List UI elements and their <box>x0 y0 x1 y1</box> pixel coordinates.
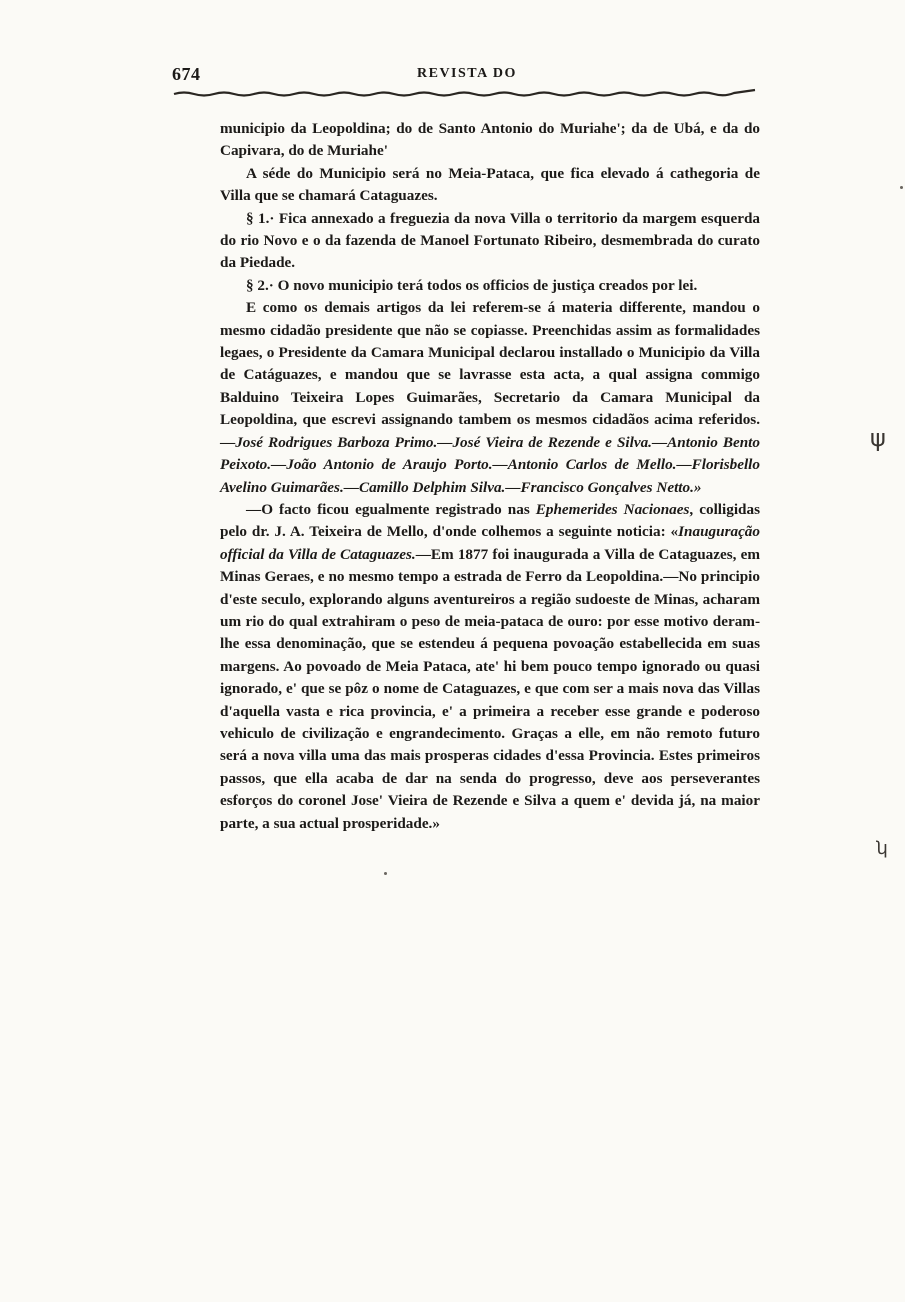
text-span: —O facto ficou egualmente registrado nas <box>246 500 536 518</box>
text-span: , colligidas pelo dr. J. A. Teixeira de Mello, d'onde colhemos a seguinte noticia: « <box>220 500 760 541</box>
minutes-text: E como os demais artigos da lei referem-se á materia differente, mandou o mesmo cidadão presidente que não se copiasse. Preenchidas assim as formalidades legaes, o Presidente da Camara Municipal declarou installado o Municipio da Villa de Catáguazes, e mandou que se lavrasse esta acta, a qual assigna commigo Balduino Teixeira Lopes Guimarães, Secretario da Camara Municipal da Leopoldina, que escrevi assignando tambem os mesmos cidadãos acima referidos.— <box>220 299 760 451</box>
margin-mark: ʮ <box>876 838 888 859</box>
paragraph: municipio da Leopoldina; do de Santo Antonio do Muriahe'; da de Ubá, e da do Capivara, do de Muriahe' <box>220 120 760 160</box>
paragraph <box>220 499 760 835</box>
header-rule <box>172 88 757 98</box>
paragraph <box>220 297 760 499</box>
page-number: 674 <box>172 64 201 84</box>
paragraph: A séde do Municipio será no Meia-Pataca, que fica elevado á cathegoria de Villa que se chamará Cataguazes. <box>220 164 760 205</box>
quoted-title: Inauguração official da Villa de Cataguazes. <box>220 523 760 563</box>
page-header <box>172 64 762 88</box>
signatures: José Rodrigues Barboza Primo.—José Vieira de Rezende e Silva.—Antonio Bento Peixoto.—João Antonio de Araujo Porto.—Antonio Carlos de Mello.—Florisbello Avelino Guimarães.—Camillo Delphim Silva.—Francisco Gonçalves Netto.» <box>220 433 760 496</box>
speck <box>384 872 387 875</box>
article-body <box>220 118 760 835</box>
paragraph: § 2.· O novo municipio terá todos os officios de justiça creados por lei. <box>246 276 698 294</box>
text-span: —Em 1877 foi inaugurada a Villa de Cataguazes, em Minas Geraes, e no mesmo tempo a estrada de Ferro da Leopoldina.—No principio d'este seculo, explorando alguns aventureiros a região sudoeste de Minas, acharam um rio do qual extrahiram o peso de meia-pataca de ouro: por esse motivo deram-lhe essa denominação, que se estendeu á pequena povoação estabellecida em suas margens. Ao povoado de Meia Pataca, ate' hi bem pouco tempo ignorado ou quasi ignorado, e' que se pôz o nome de Cataguazes, e que com ser a mais nova das Villas d'aquella vasta e rica provincia, e' a primeira a receber esse grande e poderoso vehiculo de civilização e engrandecimento. Graças a elle, em não remoto futuro será a nova villa uma das mais prosperas cidades d'essa Provincia. Estes primeiros passos, que ella acaba de dar na senda do progresso, deve aos perseverantes esforços do coronel Jose' Vieira de Rezende e Silva a quem e' devida já, na maior parte, a sua actual prosperidade.» <box>220 545 760 832</box>
source-title: Ephemerides Nacionaes <box>535 500 690 518</box>
running-head: REVISTA DO <box>417 66 517 81</box>
paragraph: § 1.· Fica annexado a freguezia da nova Villa o territorio da margem esquerda do rio Novo e o da fazenda de Manoel Fortunato Ribeiro, desmembrada do curato da Piedade. <box>220 209 760 272</box>
margin-mark: ψ <box>870 424 886 452</box>
speck <box>900 186 903 189</box>
